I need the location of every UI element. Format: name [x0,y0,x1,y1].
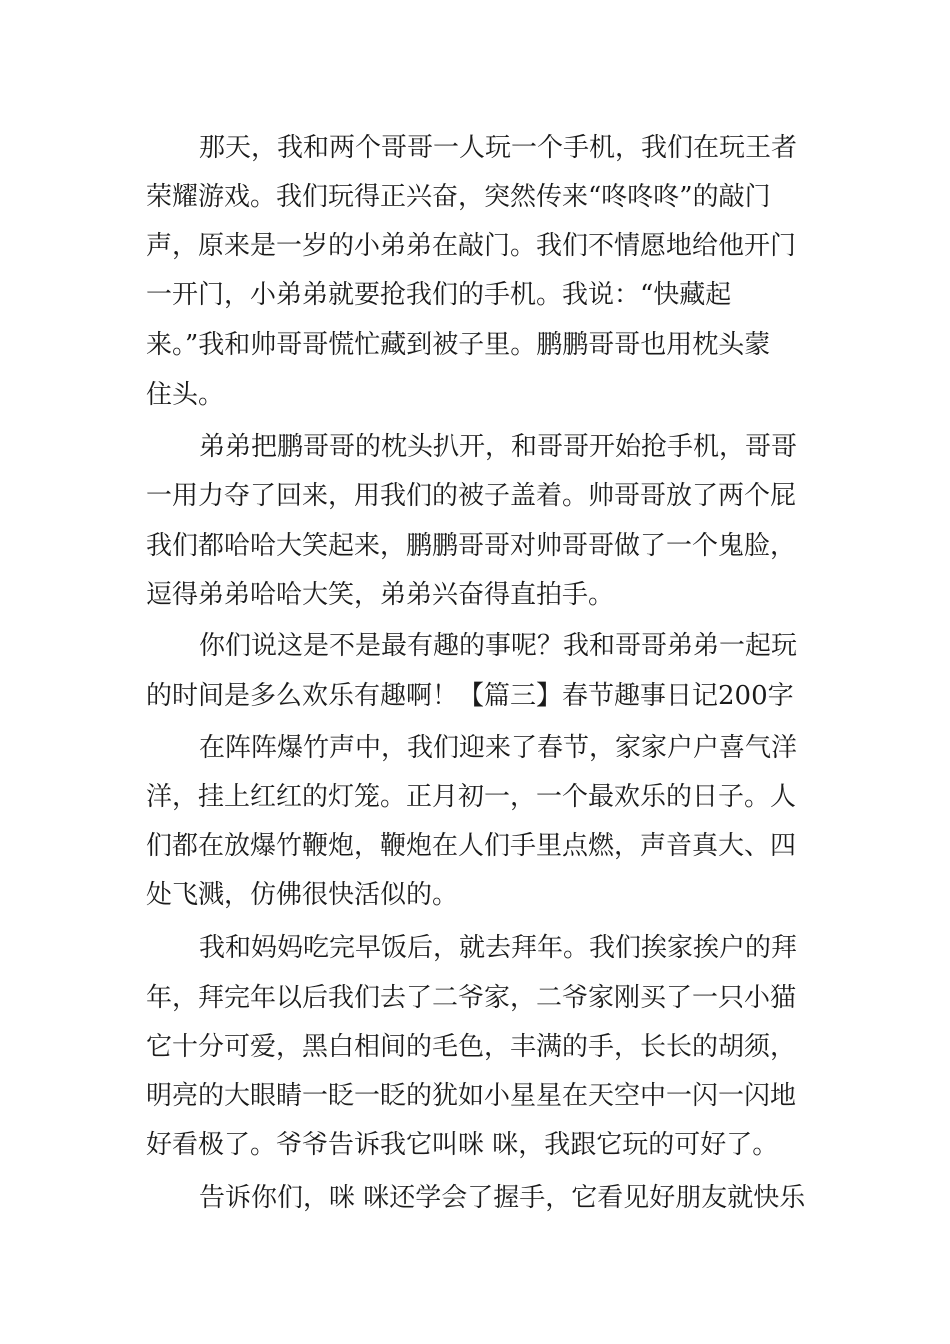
text-line: 弟弟把鹏哥哥的枕头扒开，和哥哥开始抢手机，哥哥 [199,432,798,462]
text-line: 住头。 [146,380,225,410]
text-line: 声，原来是一岁的小弟弟在敲门。我们不情愿地给他开门 [146,231,797,261]
text-line: 明亮的大眼睛一眨一眨的犹如小星星在天空中一闪一闪地 [146,1081,797,1111]
text-line: 那天，我和两个哥哥一人玩一个手机，我们在玩王者 [199,133,798,163]
text-line: 年，拜完年以后我们去了二爷家，二爷家刚买了一只小猫 [146,983,797,1013]
text-line: 我和妈妈吃完早饭后，就去拜年。我们挨家挨户的拜 [199,933,798,963]
text-line: 好看极了。爷爷告诉我它叫咪 咪，我跟它玩的可好了。 [146,1130,779,1160]
text-line: 在阵阵爆竹声中，我们迎来了春节，家家户户喜气洋 [199,733,798,763]
text-line: 它十分可爱，黑白相间的毛色，丰满的手，长长的胡须， [146,1032,797,1062]
text-line: 我们都哈哈大笑起来，鹏鹏哥哥对帅哥哥做了一个鬼脸， [146,531,797,561]
text-line: 你们说这是不是最有趣的事呢？我和哥哥弟弟一起玩 [199,631,798,661]
text-line: 一开门，小弟弟就要抢我们的手机。我说：“快藏起 [146,280,732,310]
text-line: 告诉你们，咪 咪还学会了握手，它看见好朋友就快乐 [199,1183,806,1213]
text-line: 逗得弟弟哈哈大笑，弟弟兴奋得直拍手。 [146,580,615,610]
text-line: 们都在放爆竹鞭炮，鞭炮在人们手里点燃，声音真大、四 [146,831,797,861]
text-line: 荣耀游戏。我们玩得正兴奋，突然传来“咚咚咚”的敲门 [146,182,771,212]
text-line: 处飞溅，仿佛很快活似的。 [146,880,459,910]
text-line: 来。”我和帅哥哥慌忙藏到被子里。鹏鹏哥哥也用枕头蒙 [146,330,771,360]
text-line: 一用力夺了回来，用我们的被子盖着。帅哥哥放了两个屁 [146,481,797,511]
text-line: 洋，挂上红红的灯笼。正月初一，一个最欢乐的日子。人 [146,782,797,812]
text-line: 的时间是多么欢乐有趣啊！【篇三】春节趣事日记200字 [146,681,794,711]
